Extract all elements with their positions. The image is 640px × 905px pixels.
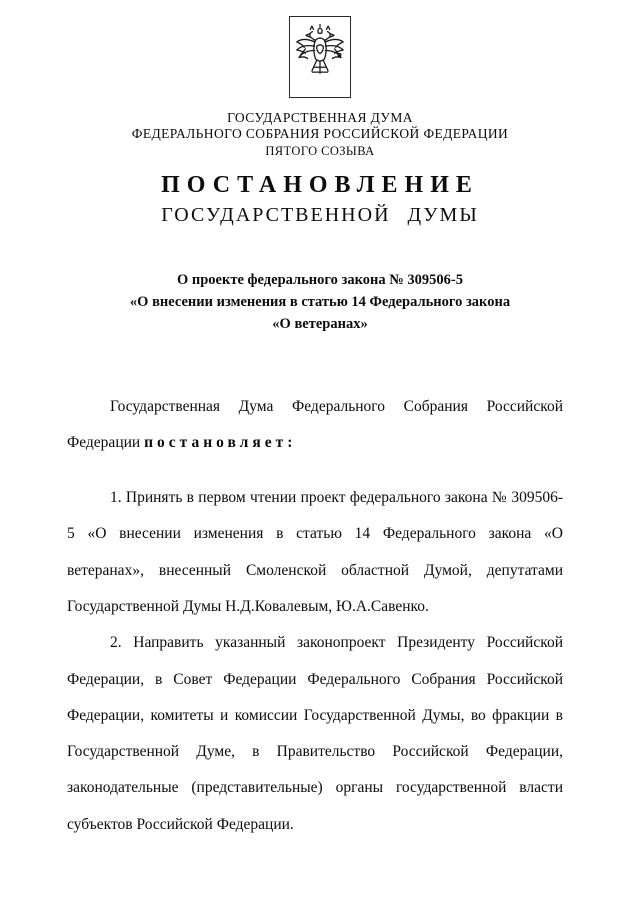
resolution-point-2: 2. Направить указанный законопроект Президенту Российской Федерации, в Совет Федерации Федерального Собрания Российской Федерации, комитеты и комиссии Государственной Думы, во фракции в Государственной Думе, в Правительство Российской Федерации, законодательные (представительные) органы государственной власти субъектов Российской Федерации. xyxy=(67,634,563,833)
document-body xyxy=(67,389,563,843)
org-convocation-line: ПЯТОГО СОЗЫВА xyxy=(265,143,375,158)
document-type-title: ПОСТАНОВЛЕНИЕ xyxy=(161,172,479,199)
document-type-subtitle: ГОСУДАРСТВЕННОЙ ДУМЫ xyxy=(161,203,479,226)
org-name-line2: ФЕДЕРАЛЬНОГО СОБРАНИЯ РОССИЙСКОЙ ФЕДЕРАЦИИ xyxy=(131,126,509,142)
intro-text: Государственная Дума Федерального Собрания Российской Федерации xyxy=(67,397,563,451)
coat-of-arms xyxy=(289,16,351,98)
resolution-point-1: 1. Принять в первом чтении проект федерального закона № 309506-5 «О внесении изменения в статью 14 Федерального закона «О ветеранах», внесенный Смоленской областной Думой, депутатами Государственной Думы Н.Д.Ковалевым, Ю.А.Савенко. xyxy=(67,489,563,615)
resolution-intro xyxy=(67,389,563,462)
subject-line1: О проекте федерального закона № 309506-5 xyxy=(176,271,464,288)
organization-header xyxy=(0,110,640,159)
double-eagle-icon xyxy=(293,22,347,92)
subject-line3: «О ветеранах» xyxy=(272,315,368,332)
intro-emphasis-word: постановляет: xyxy=(144,433,297,451)
subject-line2: «О внесении изменения в статью 14 Федерального закона xyxy=(129,293,511,310)
document-subject xyxy=(0,269,640,335)
org-name-line1: ГОСУДАРСТВЕННАЯ ДУМА xyxy=(227,110,413,125)
